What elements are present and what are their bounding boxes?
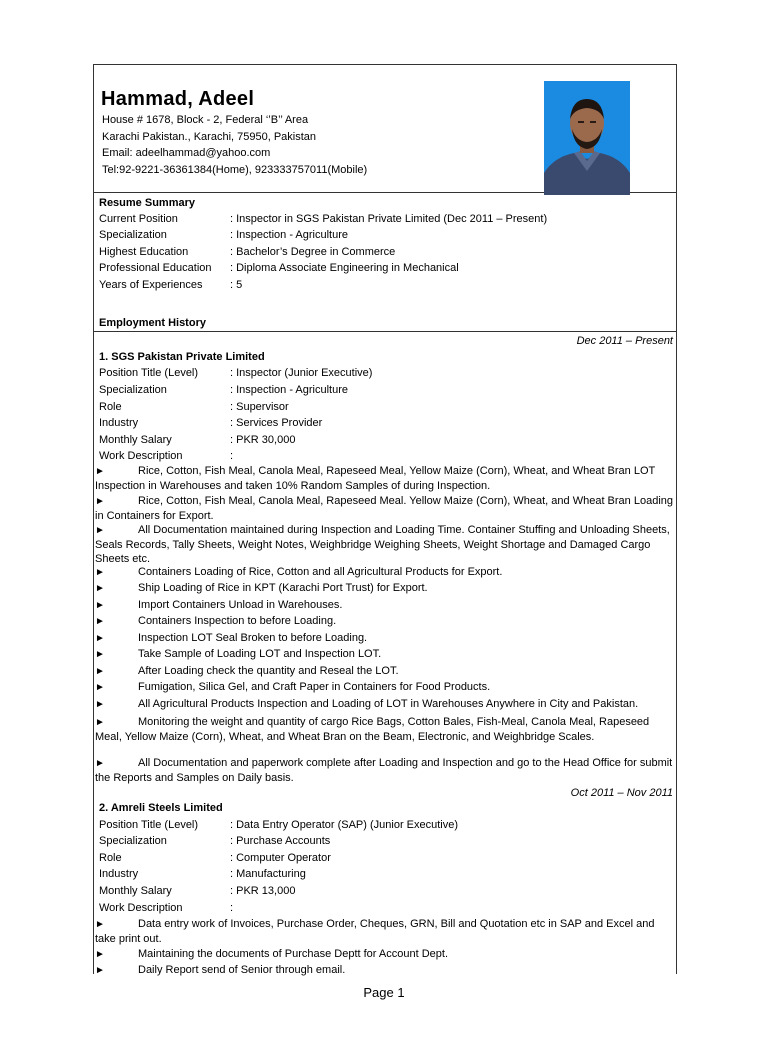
bullet-arrow-icon: ►	[95, 717, 105, 728]
list-item: ► Rice, Cotton, Fish Meal, Canola Meal, Rapeseed Meal. Yellow Maize (Corn), Wheat, and Wheat Bran Loading in Containers for Export.	[95, 495, 673, 522]
job-label: Specialization	[99, 835, 167, 847]
list-item: ► Ship Loading of Rice in KPT (Karachi Port Trust) for Export.	[95, 582, 428, 594]
bullet-arrow-icon: ►	[95, 699, 105, 710]
job-label: Industry	[99, 868, 139, 880]
list-item: ► Daily Report send of Senior through email.	[95, 964, 346, 976]
list-item: ► All Agricultural Products Inspection and Loading of LOT in Warehouses Anywhere in City and Pakistan.	[95, 698, 639, 710]
bullet-arrow-icon: ►	[95, 600, 105, 611]
list-item: ► Maintaining the documents of Purchase Deptt for Account Dept.	[95, 948, 449, 960]
job-label: Work Description	[99, 450, 183, 462]
list-item: ► Containers Loading of Rice, Cotton and all Agricultural Products for Export.	[95, 566, 503, 578]
bullet-arrow-icon: ►	[95, 567, 105, 578]
bullet-arrow-icon: ►	[95, 949, 105, 960]
bullet-arrow-icon: ►	[95, 666, 105, 677]
job-value: : Data Entry Operator (SAP) (Junior Executive)	[230, 819, 459, 831]
list-item: ► After Loading check the quantity and Reseal the LOT.	[95, 665, 399, 677]
job-label: Role	[99, 852, 122, 864]
bullet-arrow-icon: ►	[95, 496, 105, 507]
summary-value: : Inspection - Agriculture	[230, 229, 349, 241]
summary-label: Professional Education	[99, 262, 212, 274]
summary-value: : Diploma Associate Engineering in Mechanical	[230, 262, 459, 274]
resume-summary-heading: Resume Summary	[99, 197, 195, 209]
job-date: Oct 2011 – Nov 2011	[570, 787, 673, 799]
job-label: Monthly Salary	[99, 434, 172, 446]
job-value: : Manufacturing	[230, 868, 306, 880]
summary-label: Years of Experiences	[99, 279, 203, 291]
job-value: : Supervisor	[230, 401, 289, 413]
list-item: ► Monitoring the weight and quantity of cargo Rice Bags, Cotton Bales, Fish-Meal, Canola Meal, Rapeseed Meal, Yellow Maize (Corn), Wheat, and Wheat Bran on the Beam, Electronic, and Weighbridge Scales.	[95, 716, 650, 743]
job-label: Role	[99, 401, 122, 413]
summary-value: : Inspector in SGS Pakistan Private Limited (Dec 2011 – Present)	[230, 213, 548, 225]
bullet-arrow-icon: ►	[95, 919, 105, 930]
bullet-arrow-icon: ►	[95, 466, 105, 477]
summary-label: Current Position	[99, 213, 178, 225]
list-item: ► Import Containers Unload in Warehouses.	[95, 599, 343, 611]
bullet-arrow-icon: ►	[95, 633, 105, 644]
job-value: : Purchase Accounts	[230, 835, 331, 847]
summary-value: : 5	[230, 279, 243, 291]
list-item: ► Take Sample of Loading LOT and Inspection LOT.	[95, 648, 382, 660]
phone-line: Tel:92-9221-36361384(Home), 923333757011(Mobile)	[102, 164, 368, 176]
candidate-name: Hammad, Adeel	[101, 88, 255, 110]
list-item: ► Rice, Cotton, Fish Meal, Canola Meal, Rapeseed Meal, Yellow Maize (Corn), Wheat, and Wheat Bran LOT Inspection in Warehouses and taken 10% Random Samples of during Inspection.	[95, 465, 656, 492]
job-value: : PKR 13,000	[230, 885, 296, 897]
job-value: :	[230, 902, 234, 914]
job-label: Monthly Salary	[99, 885, 172, 897]
job-title: 1. SGS Pakistan Private Limited	[99, 351, 265, 363]
bullet-arrow-icon: ►	[95, 525, 105, 536]
job-value: : Inspection - Agriculture	[230, 384, 349, 396]
job-title: 2. Amreli Steels Limited	[99, 802, 223, 814]
list-item: ► Containers Inspection to before Loading.	[95, 615, 337, 627]
bullet-arrow-icon: ►	[95, 649, 105, 660]
divider	[93, 331, 677, 332]
summary-label: Specialization	[99, 229, 167, 241]
job-value: : Services Provider	[230, 417, 323, 429]
list-item: ► All Documentation and paperwork complete after Loading and Inspection and go to the Head Office for submit the Reports and Samples on Daily basis.	[95, 757, 673, 784]
summary-value: : Bachelor’s Degree in Commerce	[230, 246, 396, 258]
employment-history-heading: Employment History	[99, 317, 206, 329]
bullet-arrow-icon: ►	[95, 758, 105, 769]
job-value: : Computer Operator	[230, 852, 331, 864]
bullet-arrow-icon: ►	[95, 583, 105, 594]
summary-label: Highest Education	[99, 246, 189, 258]
job-label: Position Title (Level)	[99, 819, 199, 831]
job-label: Position Title (Level)	[99, 367, 199, 379]
address-line-1: House # 1678, Block - 2, Federal ‘’B’’ Area	[102, 114, 309, 126]
address-line-2: Karachi Pakistan., Karachi, 75950, Pakistan	[102, 131, 317, 143]
job-label: Work Description	[99, 902, 183, 914]
job-value: :	[230, 450, 234, 462]
list-item: ► Fumigation, Silica Gel, and Craft Paper in Containers for Food Products.	[95, 681, 491, 693]
bullet-arrow-icon: ►	[95, 616, 105, 627]
list-item: ► Inspection LOT Seal Broken to before Loading.	[95, 632, 368, 644]
job-label: Specialization	[99, 384, 167, 396]
email-line: Email: adeelhammad@yahoo.com	[102, 147, 271, 159]
job-value: : Inspector (Junior Executive)	[230, 367, 373, 379]
profile-photo	[544, 81, 630, 195]
page-number: Page 1	[363, 985, 405, 1000]
job-value: : PKR 30,000	[230, 434, 296, 446]
job-date: Dec 2011 – Present	[576, 335, 673, 347]
bullet-arrow-icon: ►	[95, 965, 105, 976]
list-item: ► All Documentation maintained during Inspection and Loading Time. Container Stuffing and Unloading Sheets, Seals Records, Tally Sheets, Weight Notes, Weighbridge Weighing Sheets, Weight Shortage and Damaged Cargo Sheets etc.	[95, 524, 670, 565]
job-label: Industry	[99, 417, 139, 429]
list-item: ► Data entry work of Invoices, Purchase Order, Cheques, GRN, Bill and Quotation etc in SAP and Excel and take print out.	[95, 918, 655, 945]
bullet-arrow-icon: ►	[95, 682, 105, 693]
